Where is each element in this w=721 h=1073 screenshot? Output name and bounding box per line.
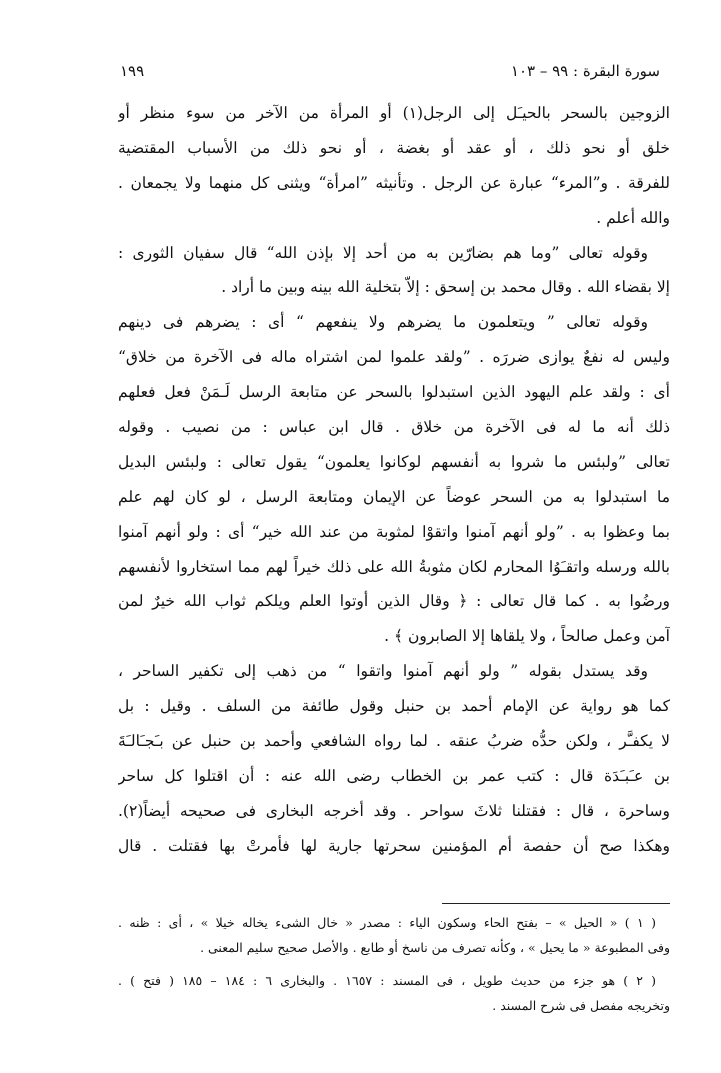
body-line: خلق أو نحو ذلك ، أو عقد أو بغضة ، أو نحو ذلك من الأسباب المقتضية [118, 138, 670, 157]
body-line: وقوله تعالى ” ويتعلمون ما يضرهم ولا ينفعهم “ أى : يضرهم فى دينهم [118, 313, 648, 332]
body-line: بما وعظوا به . ”ولو أنهم آمنوا واتقوْا لمثوبة من عند الله خير“ أى : ولو أنهم آمنوا [118, 522, 670, 541]
footnote-line: وتخريجه مفصل فى شرح المسند . [492, 998, 670, 1013]
footnote-line: ( ٢ ) هو جزء من حديث طويل ، فى المسند : ١٦٥٧ . والبخارى ٦ : ١٨٤ – ١٨٥ ( فتح ) . [118, 973, 656, 988]
body-line: ذلك أنه ما له فى الآخرة من خلاق . قال ابن عباس : من نصيب . وقوله [118, 418, 670, 437]
body-line: وليس له نفعٌ يوازى ضررَه . ”ولقد علموا لمن اشتراه ماله فى الآخرة من خلاق“ [118, 348, 670, 367]
footnote-divider [442, 903, 670, 904]
body-line: والله أعلم . [596, 208, 670, 227]
body-text [118, 96, 670, 864]
body-line: للفرقة . و”المرء“ عبارة عن الرجل . وتأنيثه ”امرأة“ ويثنى كل منهما ولا يجمعان . [118, 173, 670, 192]
body-line: ورضُوا به . كما قال تعالى : ﴿ وقال الذين أوتوا العلم ويلكم ثواب الله خيرٌ لمن [118, 592, 670, 611]
body-line: ما استبدلوا به من السحر عوضاً عن الإيمان ومتابعة الرسل ، لو كان لهم علم [118, 487, 670, 506]
body-line: وساحرة ، قال : فقتلنا ثلاثَ سواحر . وقد أخرجه البخارى فى صحيحه أيضاً(٢). [118, 801, 670, 820]
body-line: لا يكفـَّر ، ولكن حدُّه ضربُ عنقه . لما رواه الشافعي وأحمد بن حنبل عن بـَجـَالـَةَ [118, 732, 670, 751]
running-title: سورة البقرة : ٩٩ – ١٠٣ [510, 62, 660, 80]
body-line: الزوجين بالسحر بالحيـَل إلى الرجل(١) أو المرأة من الآخر من سوء منظر أو [118, 104, 670, 122]
page-header [120, 60, 660, 86]
body-line: إلا بقضاء الله . وقال محمد بن إسحق : إلاّ بتخلية الله بينه وبين ما أراد . [221, 278, 670, 297]
body-line: وقد يستدل بقوله ” ولو أنهم آمنوا واتقوا “ من ذهب إلى تكفير الساحر ، [118, 662, 648, 681]
body-line: آمن وعمل صالحاً ، ولا يلقاها إلا الصابرون ﴾ . [384, 627, 670, 646]
footnotes [118, 910, 670, 1018]
body-line: بن عـَبـَدَة قال : كتب عمر بن الخطاب رضى الله عنه : أن اقتلوا كل ساحر [118, 766, 670, 785]
body-line: أى : ولقد علم اليهود الذين استبدلوا بالسحر عن متابعة الرسل لَـمَنْ فعل فعلهم [118, 383, 670, 402]
footnote-line: ( ١ ) « الحيل » – بفتح الحاء وسكون الياء : مصدر « خال الشىء يخاله خيلا » ، أى : ظنه . [118, 915, 656, 930]
body-line: وهكذا صح أن حفصة أم المؤمنين سحرتها جارية لها فأمرتْ بها فقتلت . قال [118, 836, 670, 855]
body-line: تعالى ”ولبئس ما شروا به أنفسهم لوكانوا يعلمون“ يقول تعالى : ولبئس البديل [118, 452, 670, 471]
body-line: وقوله تعالى ”وما هم بضارّين به من أحد إلا بإذن الله“ قال سفيان الثورى : [118, 243, 648, 262]
footnote-line: وفى المطبوعة « ما يحيل » ، وكأنه تصرف من ناسخ أو طابع . والأصل صحيح سليم المعنى . [200, 940, 670, 955]
body-line: كما هو رواية عن الإمام أحمد بن حنبل وقول طائفة من السلف . وقيل : بل [118, 697, 670, 716]
page-number: ١٩٩ [120, 62, 145, 80]
body-line: بالله ورسله واتقـَوُا المحارم لكان مثوبةُ الله على ذلك خيراً لهم مما استخاروا لأنفسهم [118, 557, 670, 576]
